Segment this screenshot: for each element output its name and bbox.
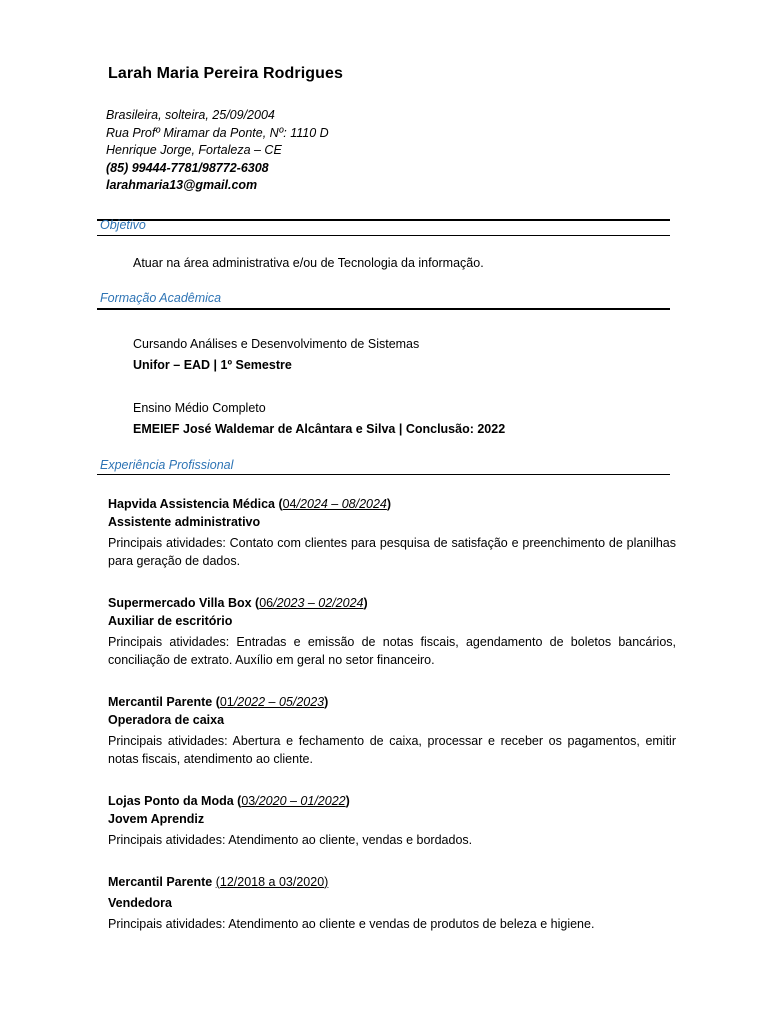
candidate-name: Larah Maria Pereira Rodrigues xyxy=(108,65,343,82)
objective-bottom-rule xyxy=(97,235,670,236)
contact-block xyxy=(106,107,329,195)
address-city: Henrique Jorge, Fortaleza – CE xyxy=(106,143,282,158)
education-institution-1: Unifor – EAD | 1º Semestre xyxy=(133,358,292,372)
education-course-1: Cursando Análises e Desenvolvimento de Sistemas xyxy=(133,337,420,351)
job-description: Principais atividades: Abertura e fechamento de caixa, processar e receber os pagamentos, emitir notas fiscais, atendimento ao cliente. xyxy=(108,734,676,766)
employment-dates: 01/2022 – 05/2023 xyxy=(219,695,325,709)
job-role: Operadora de caixa xyxy=(108,713,225,727)
employment-dates: 06/2023 – 02/2024 xyxy=(259,596,364,610)
job-role: Assistente administrativo xyxy=(108,515,261,529)
education-title: Formação Acadêmica xyxy=(100,291,222,305)
education-course-2: Ensino Médio Completo xyxy=(133,401,266,415)
address-street: Rua Profº Miramar da Ponte, Nº: 1110 D xyxy=(106,125,329,140)
employment-dates: 03/2020 – 01/2022 xyxy=(241,794,346,808)
email-address: larahmaria13@gmail.com xyxy=(106,178,258,193)
job-description: Principais atividades: Atendimento ao cliente e vendas de produtos de beleza e higiene. xyxy=(108,917,595,931)
job-role: Vendedora xyxy=(108,896,172,910)
company-name: Mercantil Parente xyxy=(108,695,213,709)
experience-item: Supermercado Villa Box (06/2023 – 02/2024) Auxiliar de escritório Principais atividades: Entradas e emissão de notas fiscais, agendamento de boletos bancários, conciliação de extrato. Auxílio em geral no setor financeiro. xyxy=(108,596,676,667)
objective-text: Atuar na área administrativa e/ou de Tecnologia da informação. xyxy=(133,256,484,270)
education-rule xyxy=(97,308,670,310)
job-description: Principais atividades: Contato com clientes para pesquisa de satisfação e preenchimento de planilhas para geração de dados. xyxy=(108,536,676,568)
education-institution-2: EMEIEF José Waldemar de Alcântara e Silva | Conclusão: 2022 xyxy=(133,422,506,436)
company-name: Hapvida Assistencia Médica xyxy=(108,497,275,511)
experience-rule xyxy=(97,474,670,475)
job-role: Auxiliar de escritório xyxy=(108,614,233,628)
experience-item: Mercantil Parente (01/2022 – 05/2023) Operadora de caixa Principais atividades: Abertura e fechamento de caixa, processar e receber os pagamentos, emitir notas fiscais, atendimento ao cliente. xyxy=(108,695,676,766)
experience-item xyxy=(108,873,676,933)
job-description: Principais atividades: Atendimento ao cliente, vendas e bordados. xyxy=(108,833,473,847)
personal-info: Brasileira, solteira, 25/09/2004 xyxy=(106,108,275,122)
company-name: Mercantil Parente xyxy=(108,875,213,889)
company-name: Supermercado Villa Box xyxy=(108,596,252,610)
job-description: Principais atividades: Entradas e emissão de notas fiscais, agendamento de boletos bancários, conciliação de extrato. Auxílio em geral no setor financeiro. xyxy=(108,635,676,667)
objective-top-rule xyxy=(97,219,670,221)
objective-title: Objetivo xyxy=(100,218,146,232)
experience-title: Experiência Profissional xyxy=(100,458,234,472)
phone-numbers: (85) 99444-7781/98772-6308 xyxy=(106,160,269,175)
company-name: Lojas Ponto da Moda xyxy=(108,794,234,808)
employment-dates: 04/2024 – 08/2024 xyxy=(282,497,387,511)
experience-item: Lojas Ponto da Moda (03/2020 – 01/2022) Jovem Aprendiz Principais atividades: Atendimento ao cliente, vendas e bordados. xyxy=(108,792,676,849)
employment-dates: (12/2018 a 03/2020) xyxy=(215,875,329,889)
experience-item: Hapvida Assistencia Médica (04/2024 – 08/2024) Assistente administrativo Principais atividades: Contato com clientes para pesquisa de satisfação e preenchimento de planilhas para geração de dados. xyxy=(108,497,676,568)
job-role: Jovem Aprendiz xyxy=(108,812,205,826)
